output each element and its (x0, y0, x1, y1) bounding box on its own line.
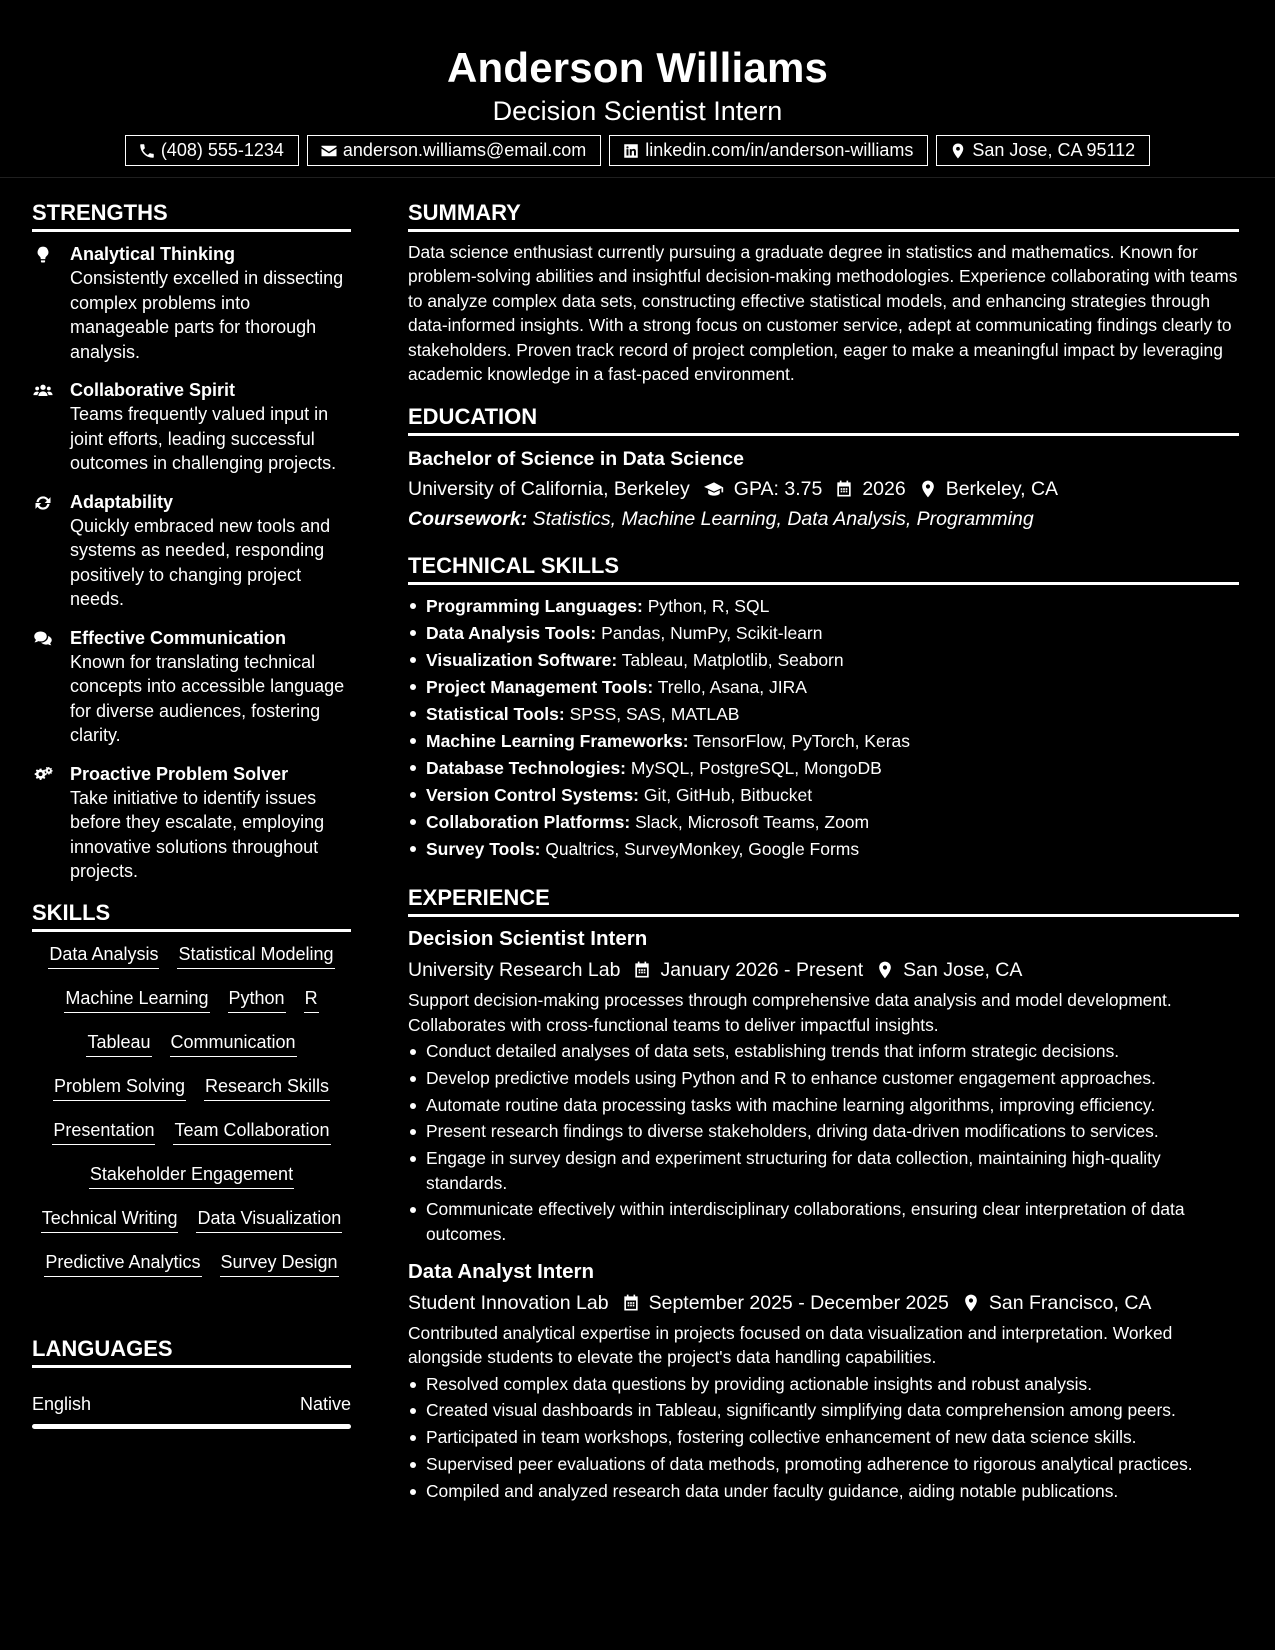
map-marker-icon (875, 960, 895, 980)
language-name: English (32, 1393, 92, 1414)
calendar-icon (834, 479, 854, 499)
skill-tag: Presentation (52, 1118, 155, 1145)
phone-text: (408) 555-1234 (160, 140, 284, 160)
list-item: Compiled and analyzed research data under faculty guidance, aiding notable publications. (408, 1479, 1239, 1503)
contact-email[interactable] (307, 135, 601, 166)
school-name: University of California, Berkeley (408, 478, 690, 501)
technical-skills-list (408, 593, 1239, 863)
skill-tag: Tableau (86, 1030, 151, 1057)
tech-value: Slack, Microsoft Teams, Zoom (635, 812, 870, 833)
experience-heading: EXPERIENCE (408, 883, 1239, 917)
strength-item (32, 490, 351, 612)
skill-tag: Problem Solving (53, 1074, 186, 1101)
job-dates: January 2026 - Present (660, 959, 864, 982)
list-item (408, 836, 1239, 863)
skill-tag: Team Collaboration (173, 1118, 330, 1145)
email-text: anderson.williams@email.com (342, 140, 587, 160)
job-description: Contributed analytical expertise in projects focused on data visualization and interpretation. Worked alongside students to elevate the project's data handling capabilities. (408, 1322, 1173, 1368)
tech-value: Qualtrics, SurveyMonkey, Google Forms (545, 839, 860, 860)
skill-tag: Statistical Modeling (177, 942, 334, 969)
location-text: San Jose, CA 95112 (972, 140, 1136, 160)
company-name: Student Innovation Lab (408, 1291, 609, 1314)
list-item: Participated in team workshops, fostering collective enhancement of new data science skills. (408, 1425, 1239, 1449)
skill-tag: Predictive Analytics (44, 1250, 201, 1277)
experience-section (408, 883, 1239, 1503)
tech-label: Survey Tools: (426, 839, 541, 860)
skill-tag: Python (228, 986, 286, 1013)
right-column (408, 198, 1239, 1505)
list-item (408, 620, 1239, 647)
coursework-label: Coursework: (408, 508, 528, 531)
list-item: Resolved complex data questions by providing actionable insights and robust analysis. (408, 1372, 1239, 1396)
summary-text: Data science enthusiast currently pursuing a graduate degree in statistics and mathematics. Known for problem-solving abilities and insightful decision-making methodologies. Experience collaborating with teams to analyze complex data sets, constructing effective statistical models, and enhancing strategies through data-informed insights. With a strong focus on customer service, adept at communicating findings clearly to stakeholders. Proven track record of project completion, eager to make a meaningful impact by leveraging academic knowledge in a fast-paced environment. (408, 242, 1238, 385)
tech-label: Programming Languages: (426, 596, 643, 617)
map-marker-icon (949, 142, 967, 160)
job-title: Decision Scientist Intern (408, 927, 648, 951)
tech-value: MySQL, PostgreSQL, MongoDB (630, 758, 882, 779)
tech-label: Database Technologies: (426, 758, 627, 779)
strength-item (32, 378, 351, 476)
skill-tag: Data Analysis (48, 942, 159, 969)
degree-title: Bachelor of Science in Data Science (408, 448, 744, 471)
comments-icon (32, 629, 54, 649)
education-meta (408, 475, 1239, 503)
tech-label: Project Management Tools: (426, 677, 654, 698)
tech-value: Python, R, SQL (647, 596, 770, 617)
list-item: Present research findings to diverse stakeholders, driving data-driven modifications to services. (408, 1119, 1239, 1143)
tech-value: Trello, Asana, JIRA (657, 677, 807, 698)
tech-label: Data Analysis Tools: (426, 623, 597, 644)
strength-desc: Known for translating technical concepts into accessible language for diverse audiences, fostering clarity. (70, 651, 345, 745)
skills-list (32, 942, 351, 1294)
strength-desc: Quickly embraced new tools and systems as needed, responding positively to changing project needs. (70, 515, 331, 609)
users-icon (32, 381, 54, 401)
map-marker-icon (918, 479, 938, 499)
list-item: Automate routine data processing tasks with machine learning algorithms, improving efficiency. (408, 1093, 1239, 1117)
language-row (32, 1392, 351, 1416)
envelope-icon (320, 142, 338, 160)
phone-icon (138, 142, 156, 160)
education-heading: EDUCATION (408, 402, 1239, 436)
list-item: Develop predictive models using Python and R to enhance customer engagement approaches. (408, 1066, 1239, 1090)
list-item: Created visual dashboards in Tableau, significantly simplifying data comprehension among peers. (408, 1398, 1239, 1422)
list-item (408, 701, 1239, 728)
list-item (408, 728, 1239, 755)
job-description: Support decision-making processes through comprehensive data analysis and model development. Collaborates with cross-functional teams to deliver impactful insights. (408, 990, 1172, 1035)
list-item (408, 647, 1239, 674)
resume-header (0, 0, 1275, 178)
tech-label: Machine Learning Frameworks: (426, 731, 689, 752)
job-meta (408, 1289, 1239, 1317)
language-level: Native (299, 1393, 351, 1414)
strength-item (32, 626, 351, 748)
strength-item (32, 762, 351, 884)
tech-label: Statistical Tools: (426, 704, 565, 725)
strength-item (32, 242, 351, 364)
job-meta (408, 956, 1239, 984)
sync-icon (32, 493, 54, 513)
coursework-text: Statistics, Machine Learning, Data Analysis, Programming (532, 508, 1034, 531)
tech-value: Tableau, Matplotlib, Seaborn (621, 650, 844, 671)
strengths-heading: STRENGTHS (32, 198, 351, 232)
languages-heading: LANGUAGES (32, 1334, 351, 1368)
skill-tag: Communication (170, 1030, 297, 1057)
contact-phone[interactable] (125, 135, 299, 166)
list-item (408, 809, 1239, 836)
list-item (408, 755, 1239, 782)
calendar-icon (632, 960, 652, 980)
candidate-name: Anderson Williams (446, 44, 829, 91)
job-title: Data Analyst Intern (408, 1259, 595, 1283)
job-dates: September 2025 - December 2025 (648, 1291, 949, 1314)
strength-title: Adaptability (70, 491, 174, 512)
cogs-icon (32, 765, 54, 785)
graduation-cap-icon (702, 479, 726, 499)
linkedin-text: linkedin.com/in/anderson-williams (645, 140, 914, 160)
list-item: Supervised peer evaluations of data methods, promoting adherence to rigorous analytical practices. (408, 1452, 1239, 1476)
company-name: University Research Lab (408, 959, 621, 982)
list-item (408, 674, 1239, 701)
strength-desc: Take initiative to identify issues before they escalate, employing innovative solutions throughout projects. (70, 787, 325, 881)
skill-tag: Data Visualization (196, 1206, 342, 1233)
job-bullets (408, 1039, 1239, 1246)
skill-tag: Research Skills (204, 1074, 330, 1101)
tech-label: Version Control Systems: (426, 785, 639, 806)
skills-heading: SKILLS (32, 898, 351, 932)
gpa-text: GPA: 3.75 (733, 478, 823, 501)
summary-section (408, 198, 1239, 386)
strength-desc: Consistently excelled in dissecting complex problems into manageable parts for thorough analysis. (70, 268, 344, 362)
strengths-section (32, 198, 351, 884)
list-item: Communicate effectively within interdisciplinary collaborations, ensuring clear interpretation of data outcomes. (408, 1197, 1239, 1246)
strength-title: Proactive Problem Solver (70, 763, 289, 784)
coursework (408, 505, 1239, 533)
tech-value: Pandas, NumPy, Scikit-learn (601, 623, 823, 644)
skill-tag: R (304, 986, 319, 1013)
contact-location[interactable] (936, 135, 1150, 166)
skill-tag: Technical Writing (41, 1206, 179, 1233)
school-location: Berkeley, CA (945, 478, 1059, 501)
strength-title: Collaborative Spirit (70, 380, 236, 400)
tech-value: SPSS, SAS, MATLAB (569, 704, 740, 725)
list-item: Conduct detailed analyses of data sets, establishing trends that inform strategic decisions. (408, 1039, 1239, 1063)
tech-label: Collaboration Platforms: (426, 812, 631, 833)
list-item (408, 593, 1239, 620)
skills-section (32, 898, 351, 1294)
candidate-title: Decision Scientist Intern (492, 96, 783, 126)
contact-linkedin[interactable] (609, 135, 928, 166)
strength-title: Effective Communication (70, 627, 287, 648)
left-column (32, 198, 351, 1429)
job-entry (408, 1258, 1239, 1503)
contact-bar (0, 135, 1275, 166)
map-marker-icon (961, 1293, 981, 1313)
job-bullets (408, 1372, 1239, 1503)
job-entry (408, 925, 1239, 1245)
tech-value: TensorFlow, PyTorch, Keras (693, 731, 911, 752)
linkedin-icon (622, 142, 640, 160)
skill-tag: Survey Design (220, 1250, 339, 1277)
technical-skills-heading: TECHNICAL SKILLS (408, 551, 1239, 585)
skill-tag: Machine Learning (64, 986, 209, 1013)
calendar-icon (621, 1293, 641, 1313)
lightbulb-icon (32, 245, 54, 265)
summary-heading: SUMMARY (408, 198, 1239, 232)
job-location: San Francisco, CA (988, 1291, 1152, 1314)
job-location: San Jose, CA (903, 959, 1023, 982)
list-item: Engage in survey design and experiment structuring for data collection, maintaining high-quality standards. (408, 1146, 1239, 1195)
languages-section (32, 1334, 351, 1429)
education-section (408, 402, 1239, 533)
skill-tag: Stakeholder Engagement (89, 1162, 294, 1189)
list-item (408, 782, 1239, 809)
tech-value: Git, GitHub, Bitbucket (643, 785, 813, 806)
language-proficiency-bar (32, 1424, 351, 1429)
technical-skills-section (408, 551, 1239, 863)
tech-label: Visualization Software: (426, 650, 618, 671)
graduation-year: 2026 (862, 478, 906, 501)
strength-title: Analytical Thinking (70, 244, 236, 264)
strength-desc: Teams frequently valued input in joint efforts, leading successful outcomes in challenging projects. (70, 404, 337, 473)
